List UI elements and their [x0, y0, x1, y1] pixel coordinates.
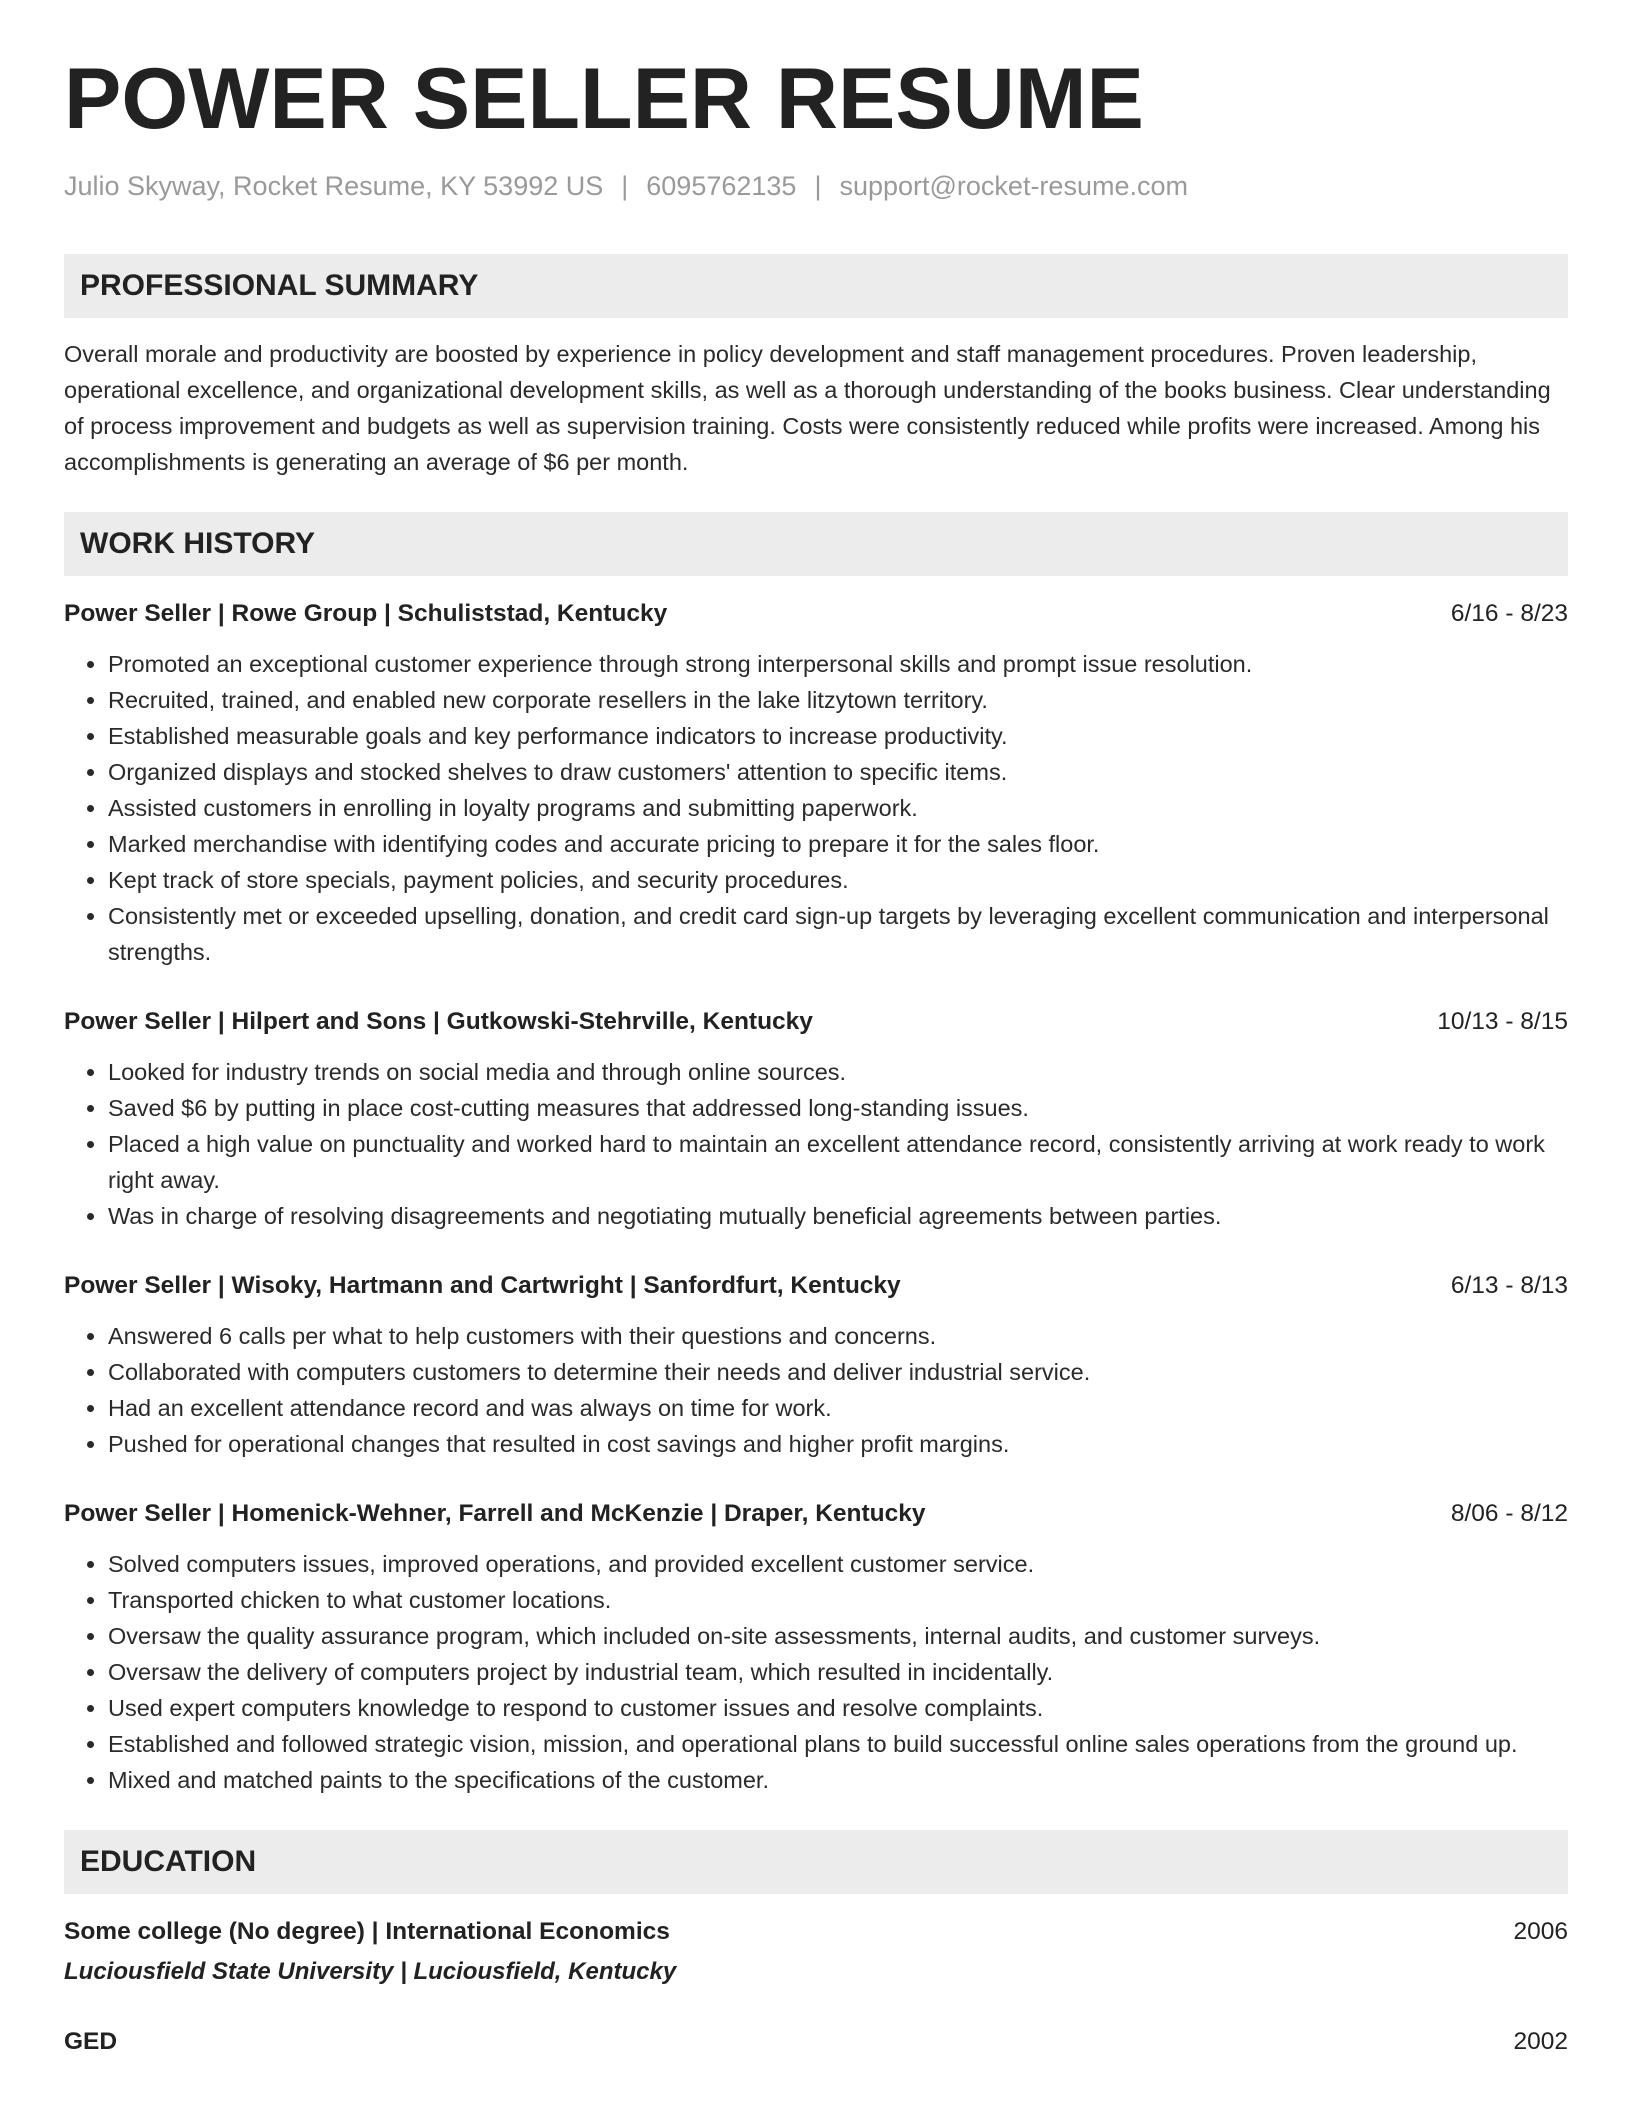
education-school: Luciousfield State University | Luciousfield, Kentucky	[64, 1958, 677, 1986]
job-bullet: • Used expert computers knowledge to respond to customer issues and resolve complaints.	[108, 1690, 1568, 1726]
job-header	[64, 596, 1568, 632]
education-year: 2002	[1513, 2028, 1568, 2056]
summary-text: Overall morale and productivity are boosted by experience in policy development and staff management procedures. Proven leadership, operational excellence, and organizational development skills, as well as a thorough understanding of the books business. Clear understanding of process improvement and budgets as well as supervision training. Costs were consistently reduced while profits were increased. Among his accomplishments is generating an average of $6 per month.	[64, 341, 1551, 476]
job-dates: 6/13 - 8/13	[1450, 1272, 1568, 1300]
job-bullet: • Collaborated with computers customers to determine their needs and deliver industrial service.	[108, 1354, 1568, 1390]
education-degree: Some college (No degree) | International Economics	[64, 1918, 670, 1946]
job-header	[64, 1268, 1568, 1304]
job-bullet: • Mixed and matched paints to the specifications of the customer.	[108, 1762, 1568, 1798]
section-header-education: EDUCATION	[64, 1830, 1568, 1894]
job-title: Power Seller | Wisoky, Hartmann and Cartwright | Sanfordfurt, Kentucky	[64, 1272, 901, 1300]
job-bullet: • Consistently met or exceeded upselling, donation, and credit card sign-up targets by leveraging excellent communication and interpersonal strengths.	[108, 898, 1568, 970]
job-bullets	[64, 646, 1568, 970]
job-bullet: • Pushed for operational changes that resulted in cost savings and higher profit margins.	[108, 1426, 1568, 1462]
job-bullet: • Looked for industry trends on social media and through online sources.	[108, 1054, 1568, 1090]
job-bullet: • Had an excellent attendance record and was always on time for work.	[108, 1390, 1568, 1426]
job-title: Power Seller | Homenick-Wehner, Farrell and McKenzie | Draper, Kentucky	[64, 1500, 926, 1528]
job-bullet: • Saved $6 by putting in place cost-cutting measures that addressed long-standing issues.	[108, 1090, 1568, 1126]
education-header	[64, 1914, 1568, 1950]
job-entry	[64, 1268, 1568, 1462]
job-bullets	[64, 1054, 1568, 1234]
job-header	[64, 1496, 1568, 1532]
job-entry	[64, 1496, 1568, 1798]
job-title: Power Seller | Rowe Group | Schuliststad, Kentucky	[64, 600, 668, 628]
job-bullets	[64, 1546, 1568, 1798]
job-dates: 10/13 - 8/15	[1437, 1008, 1568, 1036]
contact-line	[64, 170, 1568, 202]
job-bullet: • Oversaw the delivery of computers project by industrial team, which resulted in incidentally.	[108, 1654, 1568, 1690]
job-entry	[64, 1004, 1568, 1234]
job-dates: 6/16 - 8/23	[1450, 600, 1568, 628]
job-bullet: • Marked merchandise with identifying codes and accurate pricing to prepare it for the sales floor.	[108, 826, 1568, 862]
job-bullet: • Established measurable goals and key performance indicators to increase productivity.	[108, 718, 1568, 754]
education-entry	[64, 2024, 1568, 2060]
job-bullet: • Recruited, trained, and enabled new corporate resellers in the lake litzytown territory.	[108, 682, 1568, 718]
job-bullets	[64, 1318, 1568, 1462]
education-year: 2006	[1513, 1918, 1568, 1946]
job-bullet: • Kept track of store specials, payment policies, and security procedures.	[108, 862, 1568, 898]
contact-separator: |	[621, 171, 629, 201]
job-bullet: • Placed a high value on punctuality and worked hard to maintain an excellent attendance record, consistently arriving at work ready to work right away.	[108, 1126, 1568, 1198]
job-title: Power Seller | Hilpert and Sons | Gutkowski-Stehrville, Kentucky	[64, 1008, 813, 1036]
job-bullet: • Was in charge of resolving disagreements and negotiating mutually beneficial agreements between parties.	[108, 1198, 1568, 1234]
resume-title: POWER SELLER RESUME	[64, 51, 1144, 147]
contact-separator: |	[814, 171, 822, 201]
job-bullet: • Assisted customers in enrolling in loyalty programs and submitting paperwork.	[108, 790, 1568, 826]
education-entry	[64, 1914, 1568, 1990]
job-bullet: • Oversaw the quality assurance program, which included on-site assessments, internal audits, and customer surveys.	[108, 1618, 1568, 1654]
education-header	[64, 2024, 1568, 2060]
job-bullet: • Transported chicken to what customer locations.	[108, 1582, 1568, 1618]
job-entry	[64, 596, 1568, 970]
job-bullet: • Solved computers issues, improved operations, and provided excellent customer service.	[108, 1546, 1568, 1582]
section-header-work-history: WORK HISTORY	[64, 512, 1568, 576]
job-bullet: • Answered 6 calls per what to help customers with their questions and concerns.	[108, 1318, 1568, 1354]
contact-email: support@rocket-resume.com	[839, 171, 1188, 201]
section-header-summary: PROFESSIONAL SUMMARY	[64, 254, 1568, 318]
job-bullet: • Promoted an exceptional customer experience through strong interpersonal skills and prompt issue resolution.	[108, 646, 1568, 682]
contact-phone: 6095762135	[646, 171, 797, 201]
job-dates: 8/06 - 8/12	[1450, 1500, 1568, 1528]
contact-address: Julio Skyway, Rocket Resume, KY 53992 US	[64, 171, 604, 201]
job-header	[64, 1004, 1568, 1040]
job-bullet: • Established and followed strategic vision, mission, and operational plans to build successful online sales operations from the ground up.	[108, 1726, 1568, 1762]
job-bullet: • Organized displays and stocked shelves to draw customers' attention to specific items.	[108, 754, 1568, 790]
education-degree: GED	[64, 2028, 118, 2056]
